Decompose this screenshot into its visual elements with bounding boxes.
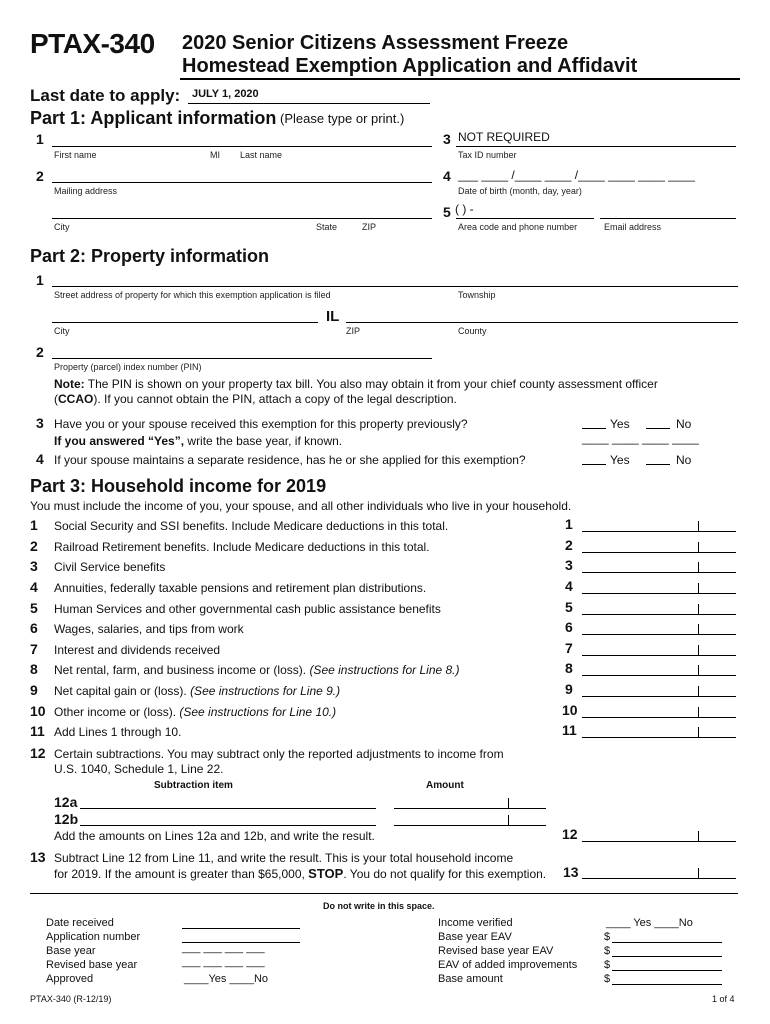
property-city-field[interactable] [52, 322, 318, 323]
p1-num-5: 5 [443, 204, 451, 220]
line12b-cents-divider [508, 815, 509, 825]
tax-id-field[interactable] [456, 146, 736, 147]
q3b-text: If you answered “Yes”, write the base year, if known. [54, 434, 343, 448]
form-revision: PTAX-340 (R-12/19) [30, 994, 112, 1004]
q3-yes-blank[interactable] [582, 428, 606, 429]
income-line-text: Add Lines 1 through 10. [54, 725, 182, 739]
office-right-label: EAV of added improvements [438, 959, 578, 971]
amount-header: Amount [426, 780, 464, 791]
income-line-amount-field[interactable] [582, 531, 736, 532]
income-line-number: 10 [30, 703, 46, 719]
q4-no-label: No [676, 453, 692, 467]
income-line-right-number: 8 [565, 660, 573, 676]
line12a-item-field[interactable] [80, 808, 376, 809]
income-line-number: 9 [30, 682, 38, 698]
income-line-cents-divider [698, 583, 699, 593]
phone-field[interactable]: ( ) - [455, 202, 474, 216]
line13-cents-divider [698, 868, 699, 878]
income-line-number: 1 [30, 517, 38, 533]
p1-num-2: 2 [36, 168, 44, 184]
mailing-address-field[interactable] [52, 182, 432, 183]
office-blank-line [182, 928, 300, 929]
income-line-text: Social Security and SSI benefits. Include Medicare deductions in this total. [54, 519, 449, 533]
office-right-label: Base year EAV [438, 931, 512, 943]
income-line-text: Other income or (loss). (See instructions for Line 10.) [54, 705, 337, 719]
income-line-cents-divider [698, 624, 699, 634]
pin-label: Property (parcel) index number (PIN) [54, 362, 202, 372]
q3-no-blank[interactable] [646, 428, 670, 429]
income-line-cents-divider [698, 727, 699, 737]
income-line-amount-field[interactable] [582, 717, 736, 718]
part1-note: (Please type or print.) [280, 111, 405, 126]
office-dollar-line [612, 956, 722, 957]
township-label: Township [458, 290, 496, 300]
form-id: PTAX-340 [30, 28, 155, 59]
street-address-label: Street address of property for which this exemption application is filed [54, 290, 331, 300]
zip-label: ZIP [362, 222, 377, 232]
line12a-amount-field[interactable] [394, 808, 546, 809]
income-line-amount-field[interactable] [582, 634, 736, 635]
page-number: 1 of 4 [712, 994, 735, 1004]
part3-intro: You must include the income of you, your spouse, and all other individuals who live in your household. [30, 499, 572, 513]
income-line-text: Interest and dividends received [54, 643, 221, 657]
income-line-right-number: 6 [565, 619, 573, 635]
form-title-line1: 2020 Senior Citizens Assessment Freeze [182, 32, 569, 54]
il-label: IL [326, 308, 340, 325]
line13-num: 13 [30, 849, 46, 865]
income-line-cents-divider [698, 542, 699, 552]
line13-amount-field[interactable] [582, 878, 736, 879]
last-date-line [188, 103, 430, 104]
q3-no-label: No [676, 417, 692, 431]
header-rule [180, 78, 740, 80]
line12a-label: 12a [54, 794, 78, 810]
income-line-amount-field[interactable] [582, 593, 736, 594]
last-name-label: Last name [240, 150, 283, 160]
income-line-text: Railroad Retirement benefits. Include Medicare deductions in this total. [54, 540, 430, 554]
income-line-number: 6 [30, 620, 38, 636]
income-line-number: 8 [30, 661, 38, 677]
income-line-cents-divider [698, 645, 699, 655]
line12b-item-field[interactable] [80, 825, 376, 826]
income-line-cents-divider [698, 686, 699, 696]
p2-num-2: 2 [36, 344, 44, 360]
income-line-amount-field[interactable] [582, 614, 736, 615]
name-field[interactable] [52, 146, 432, 147]
q4-yes-label: Yes [610, 453, 630, 467]
street-address-field[interactable] [52, 286, 738, 287]
q4-no-blank[interactable] [646, 464, 670, 465]
tax-id-value: NOT REQUIRED [458, 130, 550, 144]
office-left-label: Base year [46, 945, 96, 957]
property-zip-county-field[interactable] [346, 322, 738, 323]
office-dollar-sign: $ [604, 973, 611, 985]
income-line-cents-divider [698, 604, 699, 614]
subtraction-item-header: Subtraction item [154, 780, 233, 791]
office-dollar-line [612, 984, 722, 985]
income-line-number: 7 [30, 641, 38, 657]
income-line-number: 4 [30, 579, 38, 595]
office-right-label: Income verified [438, 917, 513, 929]
income-line-amount-field[interactable] [582, 737, 736, 738]
office-approved-blank: ____Yes ____No [184, 973, 269, 985]
line12-cents-divider [698, 831, 699, 841]
income-line-number: 5 [30, 600, 38, 616]
income-line-right-number: 11 [562, 722, 577, 738]
first-name-label: First name [54, 150, 97, 160]
office-dollar-sign: $ [604, 945, 611, 957]
income-line-right-number: 1 [565, 516, 573, 532]
line12-amount-field[interactable] [582, 841, 736, 842]
office-dollar-sign: $ [604, 959, 611, 971]
line12a-cents-divider [508, 798, 509, 808]
line12-add-text: Add the amounts on Lines 12a and 12b, and write the result. [54, 829, 375, 843]
income-line-right-number: 9 [565, 681, 573, 697]
property-city-label: City [54, 326, 70, 336]
income-line-right-number: 7 [565, 640, 573, 656]
income-line-number: 11 [30, 723, 45, 739]
income-line-number: 2 [30, 538, 38, 554]
income-line-cents-divider [698, 562, 699, 572]
p1-num-1: 1 [36, 131, 44, 147]
mi-label: MI [210, 150, 220, 160]
phone-label: Area code and phone number [458, 222, 578, 232]
line12-text-b: U.S. 1040, Schedule 1, Line 22. [54, 762, 224, 776]
income-line-text: Net rental, farm, and business income or (loss). (See instructions for Line 8.) [54, 663, 460, 677]
office-right-label: Revised base year EAV [438, 945, 554, 957]
part1-title: Part 1: Applicant information [30, 108, 277, 128]
tax-id-label: Tax ID number [458, 150, 517, 160]
state-label: State [316, 222, 338, 232]
office-left-label: Date received [46, 917, 114, 929]
last-date-label: Last date to apply: [30, 86, 181, 105]
office-dollar-line [612, 970, 722, 971]
dob-label: Date of birth (month, day, year) [458, 186, 582, 196]
income-line-amount-field[interactable] [582, 572, 736, 573]
q4-yes-blank[interactable] [582, 464, 606, 465]
income-line-right-number: 2 [565, 537, 573, 553]
mailing-address-label: Mailing address [54, 186, 118, 196]
city-label: City [54, 222, 70, 232]
line12b-amount-field[interactable] [394, 825, 546, 826]
office-left-label: Approved [46, 973, 94, 985]
office-dollar-sign: $ [604, 931, 611, 943]
income-line-cents-divider [698, 707, 699, 717]
income-line-text: Civil Service benefits [54, 560, 166, 574]
email-field[interactable] [600, 218, 736, 219]
income-line-cents-divider [698, 665, 699, 675]
q3-text: Have you or your spouse received this exemption for this property previously? [54, 417, 468, 431]
line12b-label: 12b [54, 811, 79, 827]
office-year-blank: ___ ___ ___ ___ [182, 942, 265, 954]
income-line-text: Wages, salaries, and tips from work [54, 622, 244, 636]
part3-title: Part 3: Household income for 2019 [30, 476, 327, 496]
income-line-amount-field[interactable] [582, 655, 736, 656]
income-line-text: Net capital gain or (loss). (See instructions for Line 9.) [54, 684, 341, 698]
income-line-right-number: 5 [565, 599, 573, 615]
county-label: County [458, 326, 487, 336]
income-line-number: 3 [30, 558, 38, 574]
property-zip-label: ZIP [346, 326, 361, 336]
income-line-text: Annuities, federally taxable pensions and retirement plan distributions. [54, 581, 427, 595]
line12-num: 12 [30, 745, 46, 761]
line13-text-b: for 2019. If the amount is greater than $65,000, STOP. You do not qualify for this exemption. [54, 866, 547, 881]
p2-num-3: 3 [36, 415, 44, 431]
income-line-cents-divider [698, 521, 699, 531]
dob-field[interactable]: ___ ____ /____ ____ /____ ____ ____ ____ [458, 168, 695, 182]
line13-text-a: Subtract Line 12 from Line 11, and write the result. This is your total household income [54, 851, 514, 865]
p1-num-3: 3 [443, 131, 451, 147]
city-state-zip-field[interactable] [52, 218, 432, 219]
income-line-right-number: 4 [565, 578, 573, 594]
last-date-value: JULY 1, 2020 [192, 88, 259, 100]
form-title-line2: Homestead Exemption Application and Affidavit [182, 55, 638, 77]
office-left-label: Application number [46, 931, 141, 943]
p1-num-4: 4 [443, 168, 451, 184]
office-verified-blank: ____ Yes ____No [606, 917, 693, 929]
office-title: Do not write in this space. [323, 901, 435, 911]
income-line-right-number: 3 [565, 557, 573, 573]
office-divider [30, 893, 738, 894]
line12-text-a: Certain subtractions. You may subtract only the reported adjustments to income from [54, 747, 504, 761]
email-label: Email address [604, 222, 662, 232]
line12-right-num: 12 [562, 826, 578, 842]
pin-note-line2: (CCAO). If you cannot obtain the PIN, attach a copy of the legal description. [54, 392, 457, 406]
pin-note-line1: Note: The PIN is shown on your property tax bill. You also may obtain it from your chief county assessment officer [54, 377, 658, 391]
part2-title: Part 2: Property information [30, 246, 270, 266]
p2-num-1: 1 [36, 272, 44, 288]
q3-yes-label: Yes [610, 417, 630, 431]
line13-right-num: 13 [563, 864, 579, 880]
income-line-amount-field[interactable] [582, 696, 736, 697]
pin-field[interactable] [52, 358, 432, 359]
p2-num-4: 4 [36, 451, 44, 467]
phone-line [456, 218, 594, 219]
income-line-text: Human Services and other governmental cash public assistance benefits [54, 602, 441, 616]
office-dollar-line [612, 942, 722, 943]
office-left-label: Revised base year [46, 959, 138, 971]
income-line-amount-field[interactable] [582, 675, 736, 676]
q4-text: If your spouse maintains a separate residence, has he or she applied for this exemption? [54, 453, 526, 467]
office-year-blank: ___ ___ ___ ___ [182, 956, 265, 968]
office-right-label: Base amount [438, 973, 503, 985]
income-line-amount-field[interactable] [582, 552, 736, 553]
income-line-right-number: 10 [562, 702, 578, 718]
base-year-field[interactable]: ____ ____ ____ ____ [582, 431, 699, 445]
